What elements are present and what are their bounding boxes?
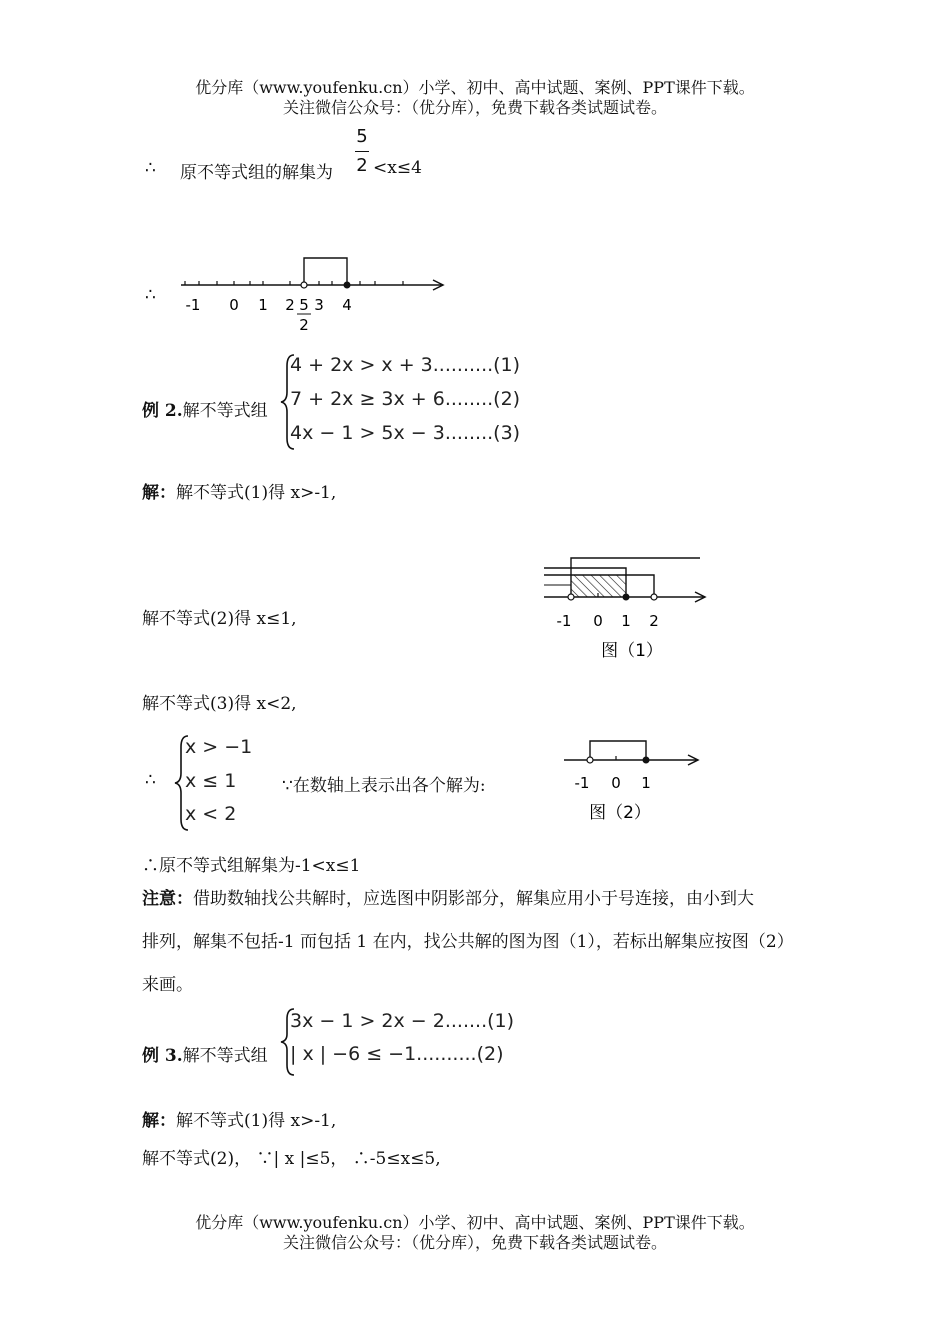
ex3-sol-1-text: 解不等式(1)得 x>-1,: [176, 1111, 337, 1131]
ex2-title-bold: 例 2.: [142, 401, 183, 421]
fig1-tick-0: 0: [593, 612, 603, 630]
note-line-3: 来画。: [142, 975, 193, 995]
ex3-solution-1: [142, 1106, 336, 1131]
ex2-ineq-3: 4x − 1 > 5x − 3........(3): [290, 422, 521, 444]
therefore-symbol-2: ∴: [145, 285, 156, 305]
ex2-system-1: x > −1: [185, 736, 253, 758]
fig1-tick-1: 1: [621, 612, 631, 630]
axis1-label-frac-den: 2: [299, 316, 309, 334]
fig2-solution-bracket: [590, 741, 646, 760]
number-line-1: [175, 250, 455, 335]
therefore-symbol-3: ∴: [145, 770, 156, 790]
ex1-frac-denominator: 2: [356, 155, 368, 176]
ex3-title-bold: 例 3.: [142, 1046, 183, 1066]
ex1-open-point: [301, 282, 307, 288]
axis1-label-neg1: -1: [185, 296, 201, 314]
axis1-label-2: 2: [285, 296, 295, 314]
fig2-tick-neg1: -1: [574, 774, 590, 792]
ex3-solution-2: 解不等式(2)， ∵| x |≤5， ∴-5≤x≤5,: [142, 1149, 441, 1169]
ex2-title: [142, 396, 268, 421]
axis1-label-0: 0: [229, 296, 239, 314]
ex2-axis-text-body: 在数轴上表示出各个解为:: [292, 776, 486, 796]
footer-line-2: 关注微信公众号：（优分库），免费下载各类试题试卷。: [282, 1233, 667, 1252]
footer-line-1: 优分库（www.youfenku.cn）小学、初中、高中试题、案例、PPT课件下载。: [195, 1213, 755, 1232]
ex1-closed-point: [344, 282, 351, 289]
header-line-1: 优分库（www.youfenku.cn）小学、初中、高中试题、案例、PPT课件下载。: [195, 78, 755, 97]
axis1-label-3: 3: [314, 296, 324, 314]
fig2-tick-0: 0: [611, 774, 621, 792]
fig2-caption: 图（2）: [589, 803, 651, 823]
header-line-2: 关注微信公众号：（优分库），免费下载各类试题试卷。: [282, 98, 667, 117]
ex1-solution-tail: <x≤4: [373, 158, 422, 178]
axis1-label-4: 4: [342, 296, 352, 314]
ex3-ineq-2: | x | −6 ≤ −1..........(2): [290, 1043, 504, 1065]
ex2-solution-1: [142, 478, 336, 503]
therefore-symbol: ∴: [145, 158, 156, 178]
axis1-label-1: 1: [258, 296, 268, 314]
fig1-caption: 图（1）: [601, 641, 663, 661]
ex2-sol-label: 解：: [142, 483, 176, 503]
ex2-axis-text: [282, 771, 486, 796]
ex2-ineq-2: 7 + 2x ≥ 3x + 6........(2): [290, 388, 521, 410]
ex2-system-2: x ≤ 1: [185, 770, 237, 792]
ex1-frac-bar: [355, 151, 369, 152]
note-line-1-text: 借助数轴找公共解时，应选图中阴影部分，解集应用小于号连接，由小到大: [193, 889, 754, 909]
axis1-label-5-num: 5: [299, 296, 309, 314]
fig1-tick-2: 2: [649, 612, 659, 630]
note-line-1: [142, 888, 754, 910]
ex1-solution-label: 原不等式组的解集为: [180, 163, 333, 183]
ex3-title: [142, 1041, 268, 1066]
ex2-solution-2: 解不等式(2)得 x≤1,: [142, 609, 297, 629]
ex3-title-rest: 解不等式组: [182, 1046, 268, 1066]
ex2-system-3: x < 2: [185, 803, 237, 825]
ex1-solution-bracket: [304, 258, 347, 285]
ex3-ineq-1: 3x − 1 > 2x − 2.......(1): [290, 1010, 515, 1032]
ex3-sol-label: 解：: [142, 1111, 176, 1131]
ex2-title-rest: 解不等式组: [182, 401, 268, 421]
ex2-solution-3: 解不等式(3)得 x<2,: [142, 694, 297, 714]
figure-1: [540, 550, 710, 665]
ex2-ineq-1: 4 + 2x > x + 3..........(1): [290, 354, 521, 376]
note-line-2: 排列，解集不包括-1 而包括 1 在内，找公共解的图为图（1），若标出解集应按图（2）: [142, 932, 794, 952]
ex1-frac-numerator: 5: [356, 126, 368, 147]
note-label: 注意：: [142, 889, 193, 909]
figure-2: [560, 730, 705, 830]
fig1-tick-neg1: -1: [556, 612, 572, 630]
because-symbol: ∵: [282, 776, 293, 796]
ex2-sol-1-text: 解不等式(1)得 x>-1,: [176, 483, 337, 503]
fig2-tick-1: 1: [641, 774, 651, 792]
ex2-conclusion: ∴原不等式组解集为-1<x≤1: [142, 856, 361, 876]
